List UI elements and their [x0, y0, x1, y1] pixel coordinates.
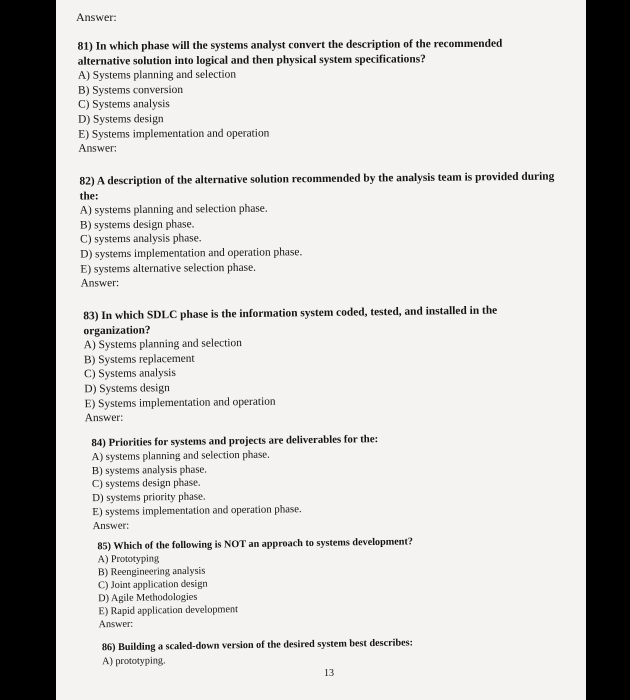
option-d: D) Systems design — [78, 113, 164, 126]
option-e: E) systems alternative selection phase. — [80, 261, 257, 276]
option-c: C) Joint application design — [97, 578, 208, 592]
option-b: B) Systems conversion — [77, 83, 184, 97]
option-d: D) systems implementation and operation phase. — [80, 246, 303, 261]
question-stem: 82) A description of the alternative solution recommended by the analysis team is provided during the: — [79, 170, 555, 203]
answer-line: Answer: — [92, 519, 130, 532]
document-page — [56, 0, 586, 700]
option-a: A) Systems planning and selection — [83, 337, 242, 352]
option-c: C) Systems analysis — [78, 98, 170, 112]
option-b: B) Systems replacement — [83, 352, 195, 367]
answer-line: Answer: — [78, 142, 117, 155]
option-a: A) prototyping. — [102, 654, 166, 667]
question-85 — [97, 534, 518, 632]
option-d: D) Agile Methodologies — [98, 591, 198, 605]
option-a: A) systems planning and selection phase. — [79, 202, 268, 217]
option-c: C) systems analysis phase. — [80, 232, 202, 246]
question-stem: 83) In which SDLC phase is the information system coded, tested, and installed in the organization? — [83, 304, 498, 337]
option-b: B) systems design phase. — [79, 218, 195, 232]
question-stem: 85) Which of the following is NOT an approach to systems development? — [97, 536, 414, 553]
question-stem: 84) Priorities for systems and projects are deliverables for the: — [91, 433, 379, 450]
question-stem: 86) Building a scaled-down version of the desired system best describes: — [101, 637, 414, 654]
option-b: B) systems analysis phase. — [91, 463, 208, 477]
option-e: E) Rapid application development — [98, 604, 238, 618]
answer-label: Answer: — [76, 10, 117, 24]
option-e: E) Systems implementation and operation — [78, 126, 270, 141]
option-d: D) systems priority phase. — [92, 490, 206, 505]
question-83 — [83, 303, 555, 426]
answer-line: Answer: — [98, 618, 134, 631]
option-e: E) systems implementation and operation phase. — [92, 503, 302, 519]
option-b: B) Reengineering analysis — [97, 565, 206, 579]
option-d: D) Systems design — [84, 382, 170, 396]
question-84 — [91, 431, 532, 534]
answer-line: Answer: — [84, 411, 124, 425]
option-a: A) systems planning and selection phase. — [91, 448, 270, 463]
question-82 — [79, 169, 560, 291]
question-stem: 81) In which phase will the systems analyst convert the description of the recommended alternative solution into logical and then physical system specifications? — [77, 37, 503, 68]
question-86 — [102, 635, 522, 669]
page-number: 13 — [324, 668, 334, 679]
question-81 — [78, 36, 559, 156]
option-c: C) Systems analysis — [84, 367, 176, 381]
option-e: E) Systems implementation and operation — [84, 395, 276, 410]
option-a: A) Prototyping — [97, 553, 160, 566]
answer-line: Answer: — [80, 277, 120, 290]
option-c: C) systems design phase. — [91, 476, 201, 491]
option-a: A) Systems planning and selection — [77, 68, 237, 82]
